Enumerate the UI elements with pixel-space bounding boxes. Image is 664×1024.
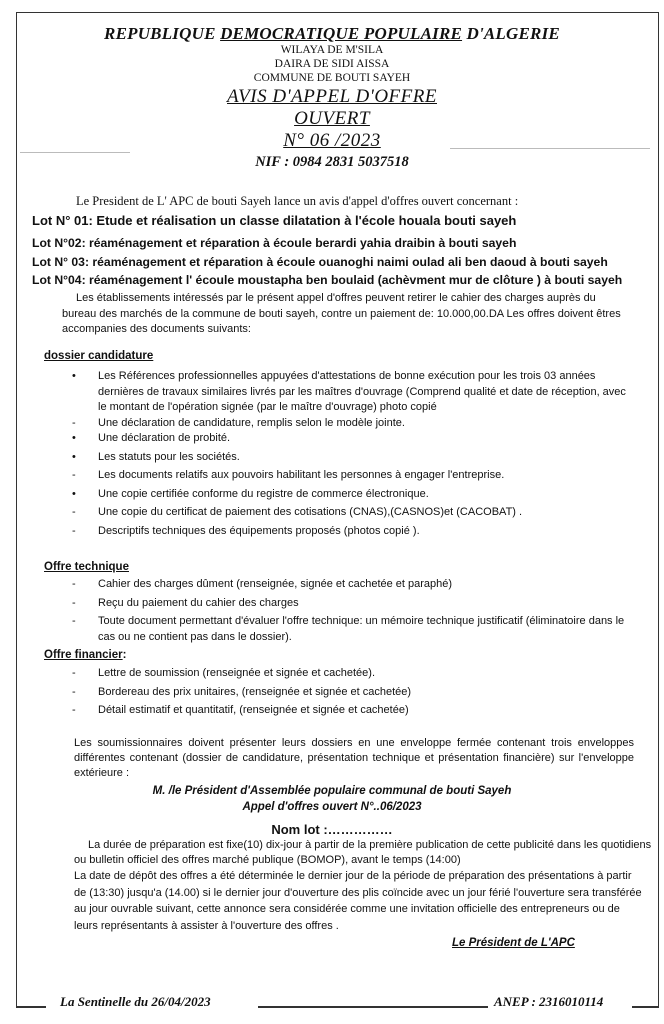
- section-title-colon: :: [122, 649, 127, 661]
- footer-rule: [258, 1006, 488, 1008]
- bullet-icon: •: [72, 370, 76, 382]
- daira-line: DAIRA DE SIDI AISSA: [274, 58, 390, 70]
- scan-artifact: [20, 152, 130, 153]
- financier-list: [72, 666, 632, 719]
- bullet-icon: -: [72, 615, 76, 627]
- lot-item: [32, 255, 608, 269]
- lot-item: [32, 236, 516, 250]
- lot-label: Lot N° 03:: [32, 255, 90, 269]
- bullet-icon: -: [72, 506, 76, 518]
- list-item-text: Les Références professionnelles appuyées d'attestations de bonne exécution pour les trois 03 années dernières de travaux similaires livrés par les maîtres d'ouvrage (Comprend qualité et date de réception, avec le montant de l'opération signée (par le maître d'ouvrage) photo copié: [98, 370, 626, 413]
- republique-underlined-text: DEMOCRATIQUE POPULAIRE: [220, 24, 463, 43]
- list-item-text: Lettre de soumission (renseignée et signée et cachetée).: [98, 667, 375, 679]
- dossier-list: [72, 369, 632, 539]
- list-item: [72, 505, 632, 521]
- bullet-icon: -: [72, 704, 76, 716]
- bullet-icon: -: [72, 416, 76, 429]
- nom-lot: Nom lot :……………: [271, 822, 393, 837]
- section-title-technique: Offre technique: [44, 561, 129, 573]
- footer-rule: [632, 1006, 659, 1008]
- lot-label: Lot N° 01:: [32, 213, 93, 228]
- list-item-text: Les documents relatifs aux pouvoirs habilitant les personnes à engager l'entreprise.: [98, 469, 505, 481]
- lot-description: réaménagement et réparation à écoule berardi yahia draibin à bouti sayeh: [85, 236, 517, 250]
- lot-description: Etude et réalisation un classe dilatation à l'école houala bouti sayeh: [92, 213, 517, 228]
- list-item: [72, 431, 632, 447]
- avis-subtitle: OUVERT: [294, 108, 370, 129]
- bullet-icon: -: [72, 469, 76, 481]
- lot-item: [32, 213, 516, 228]
- technique-list: [72, 577, 632, 645]
- lot-description: réaménagement et réparation à écoule ouanoghi naimi oulad ali ben daoud à bouti sayeh: [89, 255, 608, 269]
- address-line-1: M. /le Président d'Assemblée populaire communal de bouti Sayeh: [152, 785, 512, 797]
- list-item: [72, 685, 632, 701]
- address-line-2: Appel d'offres ouvert N°..06/2023: [242, 801, 422, 813]
- list-item: [72, 487, 632, 503]
- bullet-icon: -: [72, 667, 76, 679]
- list-item: [72, 614, 632, 645]
- lot-label: Lot N°04:: [32, 273, 86, 287]
- anep-number: ANEP : 2316010114: [494, 994, 604, 1009]
- depot-paragraph: La date de dépôt des offres a été déterminée le dernier jour de la période de préparation des présentations à partir de (13:30) jusqu'a (14.00) si le dernier jour d'ouverture des plis coïncide avec un jour férié l'ouverture sera transférée au jour ouvrable suivant, cette annonce sera considérée comme une invitation officielle des entrepreneurs ou de leurs représentants à assister à l'ouverture des offres .: [74, 870, 642, 932]
- etablissements-paragraph: Les établissements intéressés par le présent appel d'offres peuvent retirer le cahier des charges auprès du bureau des marchés de la commune de bouti sayeh, contre un paiement de: 10.000,00.DA Les offres doivent êtres accompanies des documents suivants:: [62, 292, 621, 335]
- list-item-text: Une copie du certificat de paiement des cotisations (CNAS),(CASNOS)et (CACOBAT) .: [98, 506, 523, 518]
- bullet-icon: •: [72, 450, 76, 463]
- nif-line: NIF : 0984 2831 5037518: [255, 154, 409, 170]
- lot-description: réaménagement l' écoule moustapha ben boulaid (achèvment mur de clôture ) à bouti sayeh: [85, 273, 623, 287]
- list-item-text: Les statuts pour les sociétés.: [98, 450, 240, 463]
- list-item-text: Reçu du paiement du cahier des charges: [98, 596, 299, 609]
- list-item-text: Bordereau des prix unitaires, (renseignée et signée et cachetée): [98, 685, 412, 698]
- list-item-text: Une déclaration de probité.: [98, 432, 231, 444]
- list-item-text: Descriptifs techniques des équipements proposés (photos copié ).: [98, 524, 420, 537]
- commune-line: COMMUNE DE BOUTI SAYEH: [253, 72, 411, 84]
- bullet-icon: -: [72, 596, 76, 609]
- soumissionnaires-paragraph: Les soumissionnaires doivent présenter leurs dossiers en une enveloppe fermée contenant trois enveloppes différentes contenant (dossier de candidature, présentation technique et présentation financière) sur l'enveloppe extérieure :: [74, 737, 634, 779]
- section-title-dossier: dossier candidature: [44, 350, 154, 362]
- republique-heading: [0, 24, 664, 44]
- list-item-text: Cahier des charges dûment (renseignée, signée et cachetée et paraphé): [98, 578, 453, 590]
- list-item-text: Toute document permettant d'évaluer l'offre technique: un mémoire technique justificatif (éliminatoire dans le cas ou ne contient pas dans le dossier).: [98, 615, 625, 643]
- section-title-text: Offre financier: [44, 649, 123, 661]
- list-item: [72, 369, 632, 416]
- list-item-text: Détail estimatif et quantitatif, (renseignée et signée et cachetée): [98, 704, 409, 716]
- republique-text: D'ALGERIE: [462, 24, 560, 43]
- list-item-text: Une déclaration de candidature, remplis selon le modèle jointe.: [98, 416, 405, 429]
- duree-paragraph: La durée de préparation est fixe(10) dix-jour à partir de la première publication de cette publicité dans les quotidiens ou bulletin officiel des offres marché publique (BOMOP), avant le temps (14:00): [74, 839, 652, 866]
- list-item: [72, 524, 632, 540]
- list-item: [72, 666, 632, 682]
- intro-text: Le President de L' APC de bouti Sayeh lance un avis d'appel d'offres ouvert concernant :: [76, 194, 519, 208]
- list-item: [72, 450, 632, 466]
- newspaper-source: La Sentinelle du 26/04/2023: [60, 994, 211, 1009]
- list-item: [72, 577, 632, 593]
- lot-item: [32, 273, 622, 287]
- avis-title: AVIS D'APPEL D'OFFRE: [227, 86, 437, 107]
- list-item: [72, 468, 632, 484]
- bullet-icon: -: [72, 578, 76, 590]
- lot-label: Lot N°02:: [32, 236, 86, 250]
- list-item: [72, 416, 632, 432]
- signature: Le Président de L'APC: [452, 937, 575, 949]
- list-item: [72, 596, 632, 612]
- section-title-financier: [44, 649, 126, 661]
- footer-rule: [16, 1006, 46, 1008]
- bullet-icon: •: [72, 432, 76, 444]
- bullet-icon: -: [72, 524, 76, 537]
- list-item: [72, 703, 632, 719]
- wilaya-line: WILAYA DE M'SILA: [280, 44, 384, 56]
- republique-text: REPUBLIQUE: [104, 24, 221, 43]
- list-item-text: Une copie certifiée conforme du registre de commerce électronique.: [98, 487, 429, 500]
- avis-number: N° 06 /2023: [283, 130, 381, 151]
- bullet-icon: •: [72, 487, 76, 500]
- bullet-icon: -: [72, 685, 76, 698]
